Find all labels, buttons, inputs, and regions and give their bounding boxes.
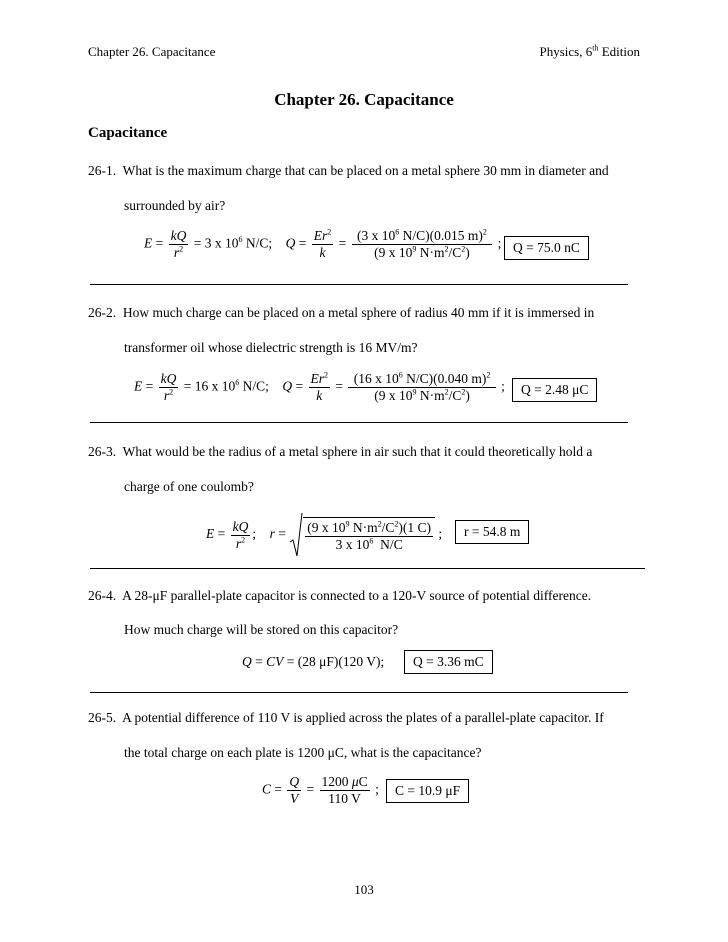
answer-box-2: Q = 2.48 μC [512,378,597,402]
problem-number: 26-1. [88,163,117,178]
square-root: $\frac{(9 x 10^9 N\cdot m^2/C^2)(1 C)}{3 x 10^6 N/C}$ [289,512,435,558]
problem-3-text [88,444,592,460]
problem-1-equation: E = $\frac{kQ}{r^2}$ = 3 x $10^6$ N/C; Q = $\frac{Er^2}{k}$ = $\frac{(3 x 10^6 N/C)(0.015 m)^2}{(9 x 10^9 N\cdot m^2/C^2)}$ ; [144,227,502,260]
divider [90,422,628,423]
problem-2-equation: E = $\frac{kQ}{r^2}$ = 16 x $10^6$ N/C; Q = $\frac{Er^2}{k}$ = $\frac{(16 x 10^6 N/C)(0.040 m)^2}{(9 x 10^9 N\cdot m^2/C^2)}$ ; [134,370,505,403]
running-header-left: Chapter 26. Capacitance [88,44,216,59]
answer-box-4: Q = 3.36 mC [404,650,493,674]
problem-5-text-cont: the total charge on each plate is 1200 μC, what is the capacitance? [124,745,482,760]
answer-box-3: r = 54.8 m [455,520,529,544]
problem-number: 26-2. [88,305,117,320]
section-heading: Capacitance [88,125,168,141]
problem-line: A 28-μF parallel-plate capacitor is connected to a 120-V source of potential difference. [122,588,592,603]
problem-4-equation: Q = CV = (28 μF)(120 V); [242,654,385,669]
divider [90,692,628,693]
problem-5-text [88,710,604,726]
problem-line: How much charge can be placed on a metal sphere of radius 40 mm if it is immersed in [122,305,595,320]
header-edition-suffix: Edition [598,44,640,59]
answer-box-1: Q = 75.0 nC [504,236,589,260]
problem-number: 26-5. [88,710,117,725]
problem-2-text-cont: transformer oil whose dielectric strength is 16 MV/m? [124,340,418,355]
problem-3-text-cont: charge of one coulomb? [124,479,254,494]
problem-4-text-cont: How much charge will be stored on this capacitor? [124,622,399,637]
header-edition-text: Physics, 6 [539,44,593,59]
problem-4-text [88,588,591,604]
header-edition-sup: th [592,43,599,53]
radical-sign-icon [289,512,303,558]
answer-box-5: C = 10.9 μF [386,779,469,803]
problem-number: 26-4. [88,588,117,603]
problem-number: 26-3. [88,444,117,459]
problem-5-equation: C = $\frac{Q}{V}$ = $\frac{1200 \mu C}{110 V}$ ; [262,774,379,806]
problem-line: A potential difference of 110 V is applied across the plates of a parallel-plate capacitor. If [122,710,604,725]
problem-1-text-cont: surrounded by air? [124,198,226,213]
problem-2-text [88,305,594,321]
problem-line: What is the maximum charge that can be placed on a metal sphere 30 mm in diameter and [122,163,609,178]
problem-1-text [88,163,609,179]
page-number: 103 [354,882,374,897]
problem-3-equation: E = $\frac{kQ}{r^2}$ ; r = $\frac{(9 x 10^9 N\cdot m^2/C^2)(1 C)}{3 x 10^6 N/C}$ ; [206,512,442,558]
divider [90,568,645,569]
problem-line: What would be the radius of a metal sphere in air such that it could theoretically hold a [122,444,593,459]
running-header-right [540,44,641,60]
divider [90,284,628,285]
page-title: Chapter 26. Capacitance [274,90,454,109]
